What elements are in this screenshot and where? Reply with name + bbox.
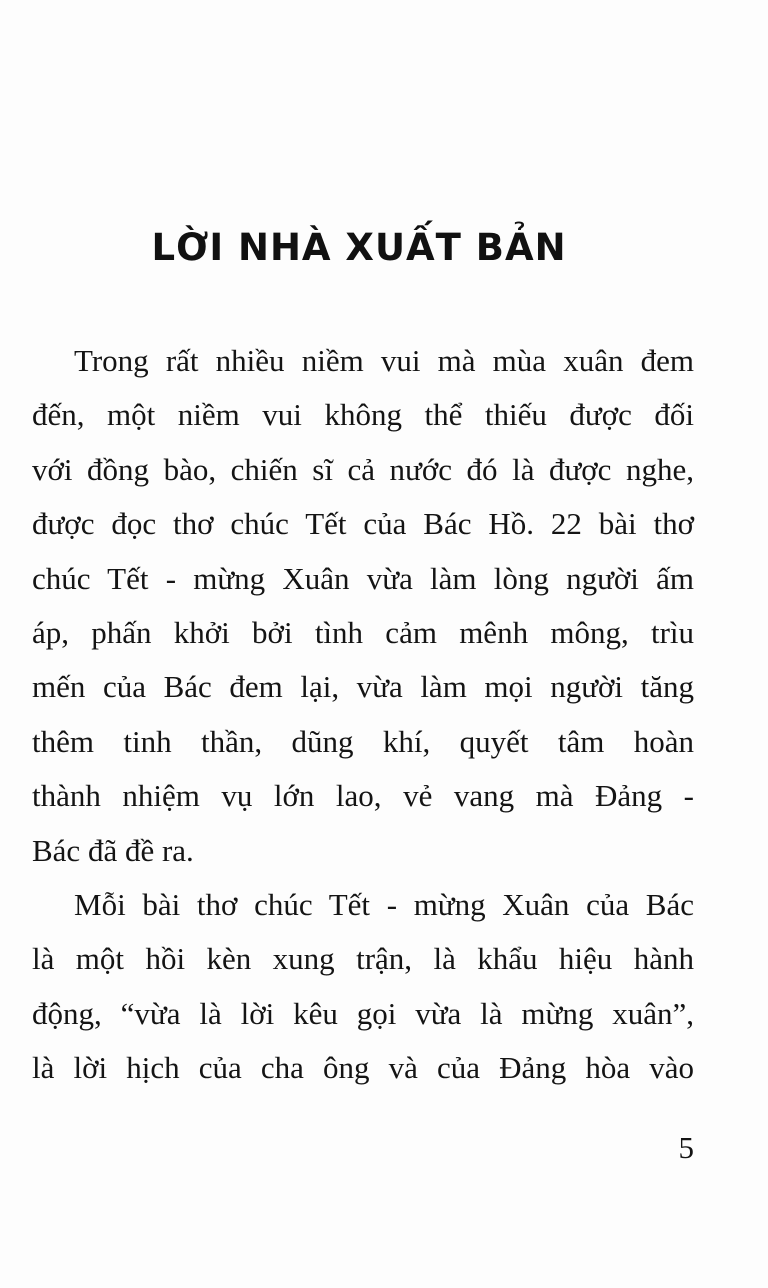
- page-number: 5: [678, 1130, 694, 1165]
- text-line-7: mến của Bác đem lại, vừa làm mọi người tăng: [32, 669, 694, 705]
- text-line-14: là lời hịch của cha ông và của Đảng hòa vào: [32, 1050, 694, 1086]
- text-line-6: áp, phấn khởi bởi tình cảm mênh mông, trìu: [32, 614, 694, 650]
- text-line-1: Trong rất nhiều niềm vui mà mùa xuân đem: [74, 343, 694, 378]
- text-line-10: Bác đã đề ra.: [32, 832, 194, 868]
- text-line-11: Mỗi bài thơ chúc Tết - mừng Xuân của Bác: [74, 886, 694, 922]
- text-line-9: thành nhiệm vụ lớn lao, vẻ vang mà Đảng -: [32, 778, 694, 814]
- text-line-12: là một hồi kèn xung trận, là khẩu hiệu hành: [32, 941, 694, 977]
- text-line-13: động, “vừa là lời kêu gọi vừa là mừng xuân”,: [32, 995, 694, 1031]
- body-text: [32, 334, 694, 1095]
- text-line-4: được đọc thơ chúc Tết của Bác Hồ. 22 bài thơ: [32, 506, 694, 542]
- text-line-2: đến, một niềm vui không thể thiếu được đối: [32, 397, 694, 433]
- page-title: LỜI NHÀ XUẤT BẢN: [151, 226, 567, 269]
- text-line-5: chúc Tết - mừng Xuân vừa làm lòng người ấm: [32, 560, 694, 596]
- text-line-8: thêm tinh thần, dũng khí, quyết tâm hoàn: [32, 723, 694, 759]
- text-line-3: với đồng bào, chiến sĩ cả nước đó là được nghe,: [32, 451, 694, 487]
